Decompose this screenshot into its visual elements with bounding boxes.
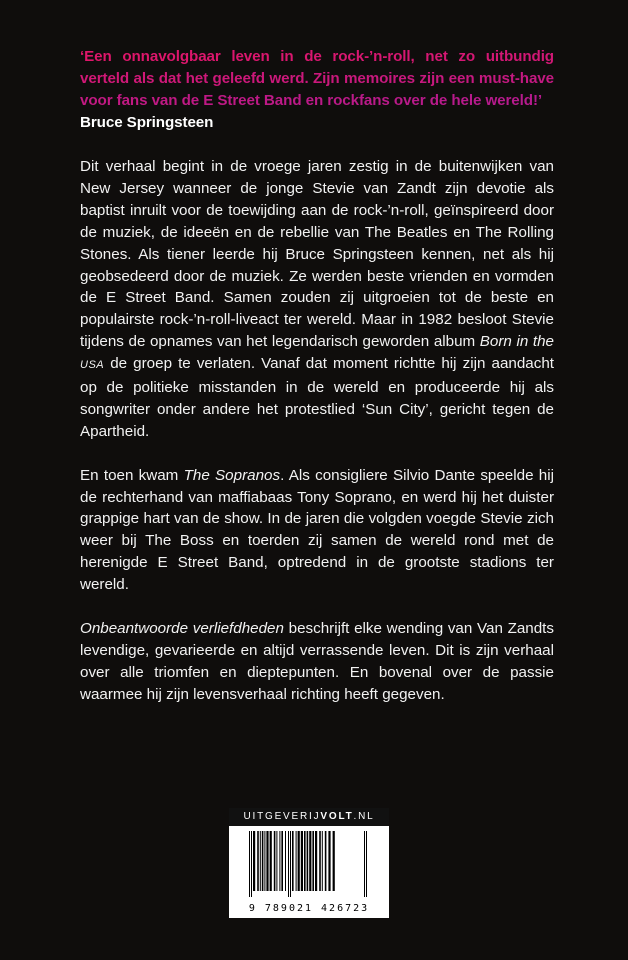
barcode-bar xyxy=(319,831,321,891)
barcode-bars xyxy=(249,831,369,897)
barcode-bar xyxy=(333,831,335,891)
barcode-bar xyxy=(249,831,250,897)
quote-text: ‘Een onnavolgbaar leven in de rock-’n-roll, net zo uitbundig verteld als dat het geleefd werd. Zijn memoires zijn een must-have voor fans van de E Street Band en rockfans over de hele wereld!’ xyxy=(80,48,554,109)
barcode-bar xyxy=(315,831,317,891)
barcode-bar xyxy=(270,831,272,891)
paragraph-3 xyxy=(80,618,554,706)
paragraph-1 xyxy=(80,156,554,443)
p1-text: Dit verhaal begint in de vroege jaren zestig in de buitenwijken van New Jersey wanneer de jonge Stevie van Zandt zijn devotie als baptist inruilt voor de toewijding aan de rock-’n-roll, geïnspireerd door de muziek, de ideeën en de rebellie van The Beatles en The Rolling Stones. Als tiener leerde hij Bruce Springsteen kennen, net als hij geobsedeerd door de muziek. Ze werden beste vrienden en vormden de E Street Band. Samen zouden zij uitgroeien tot de beste en populairste rock-’n-roll-liveact ter wereld. Maar in 1982 besloot Stevie tijdens de opnames van het legendarisch geworden album xyxy=(80,158,554,351)
barcode-bar xyxy=(266,831,268,891)
barcode-bar xyxy=(322,831,323,891)
barcode-bar xyxy=(253,831,255,891)
barcode-bar xyxy=(281,831,283,891)
paragraph-2 xyxy=(80,465,554,596)
barcode-bar xyxy=(279,831,280,891)
barcode-bar xyxy=(260,831,261,891)
barcode-bar xyxy=(366,831,367,897)
barcode-bar xyxy=(298,831,300,891)
barcode-bar xyxy=(304,831,306,891)
isbn-number: 9 789021 426723 xyxy=(248,903,370,914)
publisher-bold: VOLT xyxy=(320,811,354,822)
barcode-bar xyxy=(251,831,252,897)
publisher-url xyxy=(229,808,389,826)
quote-author: Bruce Springsteen xyxy=(80,113,214,131)
barcode-bar xyxy=(257,831,259,891)
barcode-bar xyxy=(264,831,265,891)
p2-text-end: . Als consigliere Silvio Dante speelde hij de rechterhand van maffiabaas Tony Soprano, en werd hij het duister grappige hart van de show. In de jaren die volgden voegde Stevie zich weer bij The Boss en toerden zij samen de wereld rond met de herenigde E Street Band, optredend in de grootste stadions ter wereld. xyxy=(80,466,554,594)
show-title: The Sopranos xyxy=(183,466,281,484)
barcode-bar xyxy=(274,831,276,891)
barcode-bar xyxy=(309,831,311,891)
publisher-prefix: UITGEVERIJ xyxy=(243,811,321,822)
album-title: Born in the xyxy=(479,333,554,351)
barcode-bar xyxy=(364,831,365,897)
album-title-usa: USA xyxy=(80,359,105,372)
p3-text: beschrijft elke wending van Van Zandts levendige, gevarieerde en altijd verrassende leven. Dit is zijn verhaal over alle triomfen en dieptepunten. En bovenal over de passie waarmee hij zijn levensverhaal richting heeft gegeven. xyxy=(80,620,554,703)
barcode xyxy=(229,826,389,918)
barcode-bar xyxy=(290,831,291,897)
barcode-bar xyxy=(296,831,297,891)
barcode-bar xyxy=(307,831,309,891)
book-title: Onbeantwoorde verliefdheden xyxy=(80,620,284,637)
barcode-bar xyxy=(312,831,314,891)
publisher-suffix: .NL xyxy=(353,811,375,822)
p2-text: En toen kwam xyxy=(80,466,184,484)
barcode-bar xyxy=(276,831,277,891)
barcode-bar xyxy=(288,831,289,897)
barcode-bar xyxy=(262,831,264,891)
barcode-bar xyxy=(301,831,303,891)
p1-text-end: de groep te verlaten. Vanaf dat moment richtte hij zijn aandacht op de politieke misstanden in de wereld en produceerde hij als songwriter onder andere het protestlied ‘Sun City’, gericht tegen de Apartheid. xyxy=(80,355,554,440)
barcode-bar xyxy=(325,831,327,891)
barcode-block xyxy=(229,808,389,918)
endorsement-quote xyxy=(80,46,554,134)
barcode-bar xyxy=(328,831,330,891)
barcode-bar xyxy=(285,831,286,891)
blurb xyxy=(80,156,554,728)
barcode-bar xyxy=(292,831,294,891)
